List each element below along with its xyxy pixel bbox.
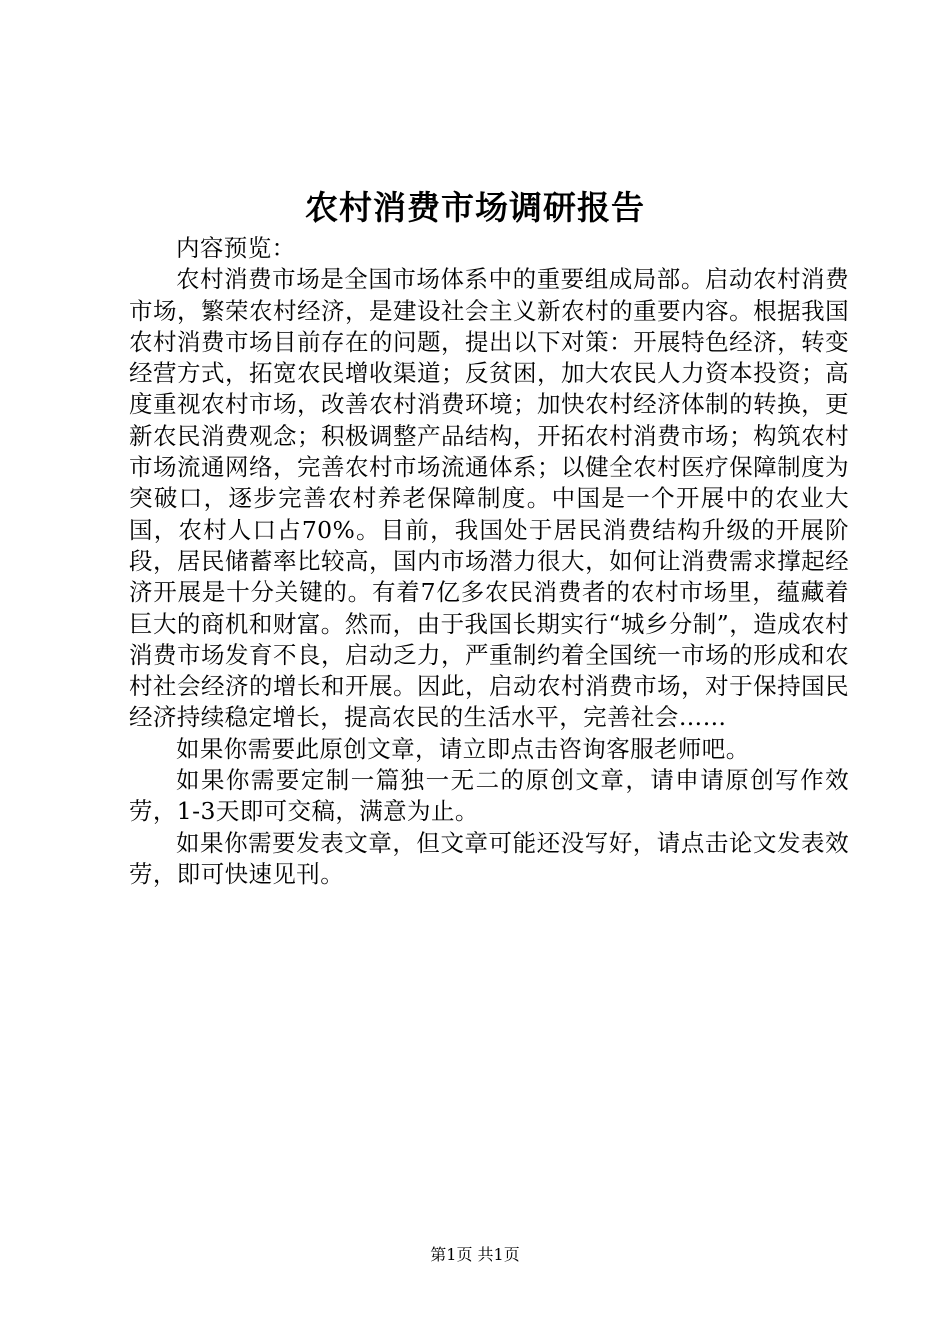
custom-writing-paragraph: 如果你需要定制一篇独一无二的原创文章，请申请原创写作效劳，1-3天即可交稿，满意为止。 <box>129 766 849 826</box>
page-footer: 第1页 共1页 <box>430 1245 520 1264</box>
preview-label: 内容预览： <box>176 234 296 262</box>
document-title: 农村消费市场调研报告 <box>305 188 645 227</box>
document-body <box>129 233 849 890</box>
consult-paragraph: 如果你需要此原创文章，请立即点击咨询客服老师吧。 <box>176 734 750 763</box>
publish-paragraph: 如果你需要发表文章，但文章可能还没写好，请点击论文发表效劳，即可快速见刊。 <box>129 828 849 888</box>
preview-paragraph: 农村消费市场是全国市场体系中的重要组成局部。启动农村消费市场，繁荣农村经济，是建设社会主义新农村的重要内容。根据我国农村消费市场目前存在的问题，提出以下对策：开展特色经济，转变经营方式，拓宽农民增收渠道；反贫困，加大农民人力资本投资；高度重视农村市场，改善农村消费环境；加快农村经济体制的转换，更新农民消费观念；积极调整产品结构，开拓农村消费市场；构筑农村市场流通网络，完善农村市场流通体系；以健全农村医疗保障制度为突破口，逐步完善农村养老保障制度。中国是一个开展中的农业大国，农村人口占70%。目前，我国处于居民消费结构升级的开展阶段，居民储蓄率比较高，国内市场潜力很大，如何让消费需求撑起经济开展是十分关键的。有着7亿多农民消费者的农村市场里，蕴藏着巨大的商机和财富。然而，由于我国长期实行“城乡分制”，造成农村消费市场发育不良，启动乏力，严重制约着全国统一市场的形成和农村社会经济的增长和开展。因此，启动农村消费市场，对于保持国民经济持续稳定增长，提高农民的生活水平，完善社会…… <box>129 265 849 732</box>
